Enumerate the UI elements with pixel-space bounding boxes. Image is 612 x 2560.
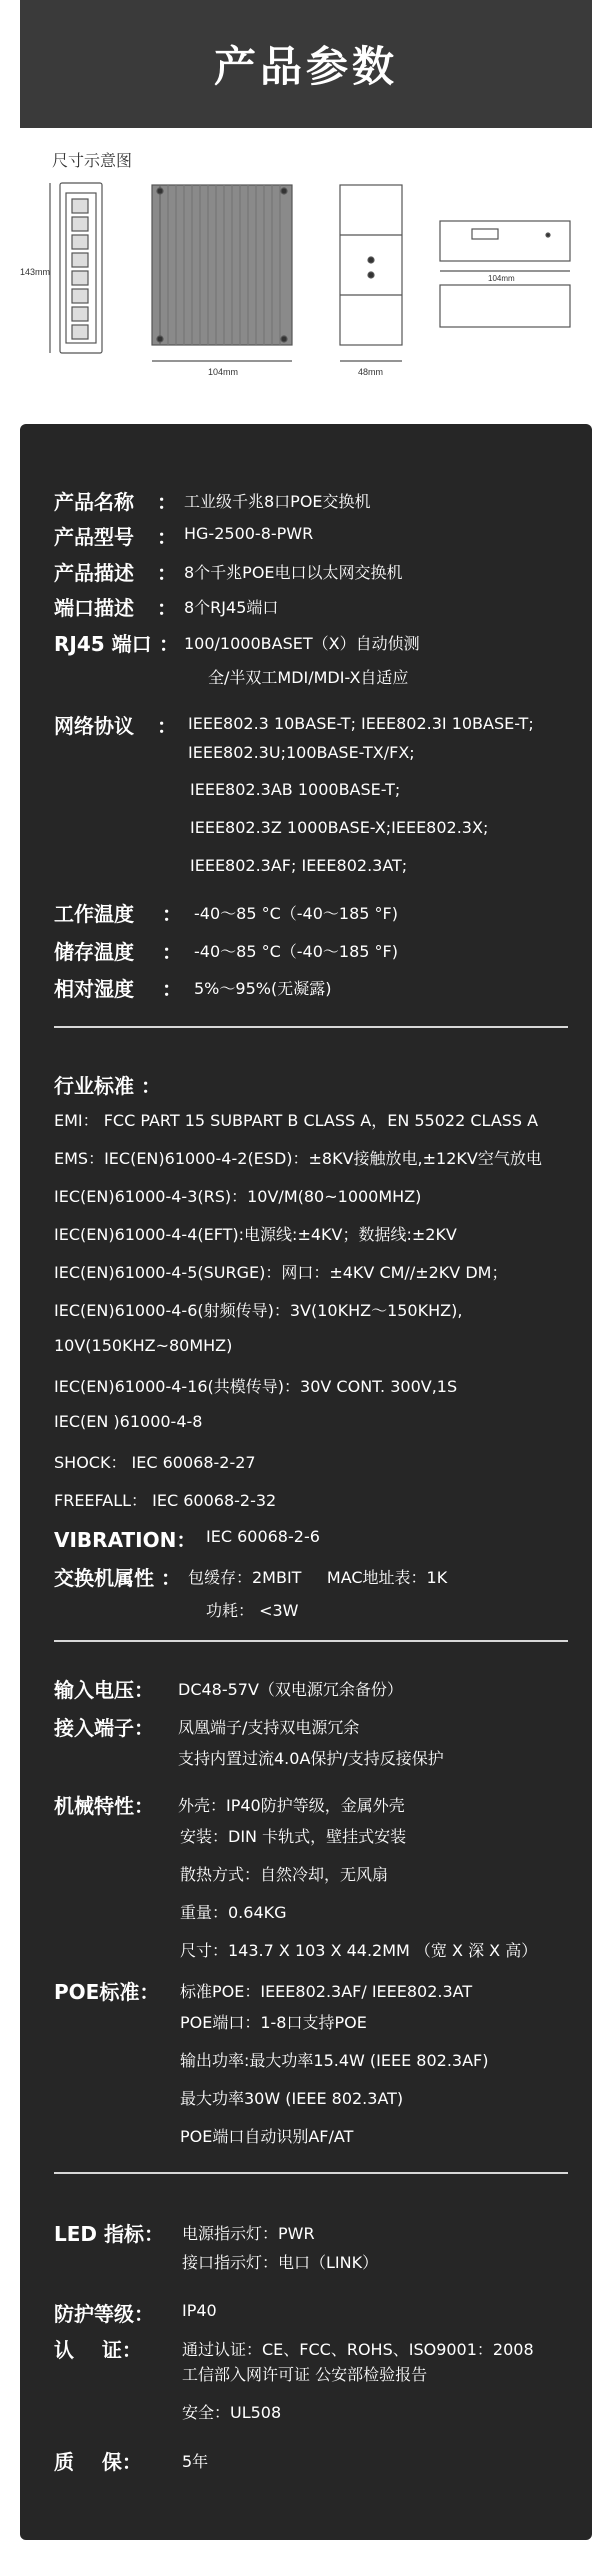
cert-line-3: 安全：UL508: [182, 2403, 282, 2422]
product-name-row: [54, 486, 371, 515]
dimension-diagrams: [20, 175, 580, 385]
mechanical-line-3: 散热方式：自然冷却，无风扇: [180, 1865, 389, 1884]
protocol-line-4: IEEE802.3Z 1000BASE-X;IEEE802.3X;: [190, 818, 489, 837]
protocol-label: 网络协议: [54, 714, 134, 738]
standard-line-rs: IEC(EN)61000-4-3(RS)：10V/M(80~1000MHZ): [54, 1187, 422, 1206]
rj45-label: RJ45 端口: [54, 632, 152, 656]
standard-line-cs-cont: 10V(150KHZ~80MHZ): [54, 1336, 233, 1355]
poe-label: POE标准：: [54, 1980, 160, 2004]
standard-line-eft: IEC(EN)61000-4-4(EFT):电源线:±4KV；数据线:±2KV: [54, 1225, 457, 1244]
depth-label: 48mm: [358, 367, 384, 377]
page-title: 产品参数: [213, 42, 398, 91]
section-divider: [54, 2172, 568, 2174]
product-model-label: 产品型号: [54, 525, 134, 549]
poe-line-1: 标准POE：IEEE802.3AF/ IEEE802.3AT: [180, 1982, 473, 2001]
depth-view-drawing: [340, 185, 402, 361]
side-view-drawing: [152, 185, 292, 361]
input-voltage-label: 输入电压：: [54, 1678, 154, 1702]
switch-attr-row: [54, 1562, 447, 1591]
terminal-label: 接入端子：: [54, 1716, 154, 1740]
product-name-label: 产品名称: [54, 490, 134, 514]
industry-standard-title: 行业标准 ：: [54, 1074, 161, 1098]
rj45-value-1: 100/1000BASET（X）自动侦测: [184, 634, 420, 653]
colon: ：: [157, 596, 177, 620]
product-desc-label: 产品描述: [54, 561, 134, 585]
port-desc-value: 8个RJ45端口: [184, 598, 279, 617]
switch-attr-label: 交换机属性: [54, 1566, 154, 1590]
switch-attr-value-2: 功耗： <3W: [206, 1601, 299, 1620]
device-drawings: [20, 175, 580, 385]
work-temp-row: [54, 898, 398, 927]
warranty-value: 5年: [182, 2452, 209, 2471]
standard-line-freefall: FREEFALL： IEC 60068-2-32: [54, 1491, 277, 1510]
humidity-row: [54, 973, 331, 1002]
top-width-label: 104mm: [488, 274, 515, 283]
header-banner: [20, 0, 592, 128]
poe-line-3: 输出功率:最大功率15.4W (IEEE 802.3AF): [180, 2051, 489, 2070]
cert-line-2: 工信部入网许可证 公安部检验报告: [182, 2365, 428, 2384]
protocol-line-5: IEEE802.3AF; IEEE802.3AT;: [190, 856, 408, 875]
protection-row: [54, 2298, 217, 2327]
product-desc-value: 8个千兆POE电口以太网交换机: [184, 563, 403, 582]
colon: ：: [162, 977, 182, 1001]
front-view-drawing: [50, 183, 102, 353]
product-desc-row: [54, 557, 403, 586]
poe-row: [54, 1976, 472, 2005]
mechanical-line-1: 外壳：IP40防护等级，金属外壳: [178, 1796, 405, 1815]
mechanical-row: [54, 1790, 405, 1819]
input-voltage-row: [54, 1674, 403, 1703]
poe-line-2: POE端口：1-8口支持POE: [180, 2013, 367, 2032]
led-row: [54, 2218, 315, 2247]
standard-line-emi: EMI： FCC PART 15 SUBPART B CLASS A，EN 55022 CLASS A: [54, 1111, 539, 1130]
storage-temp-label: 储存温度: [54, 940, 134, 964]
poe-line-4: 最大功率30W (IEEE 802.3AT): [180, 2089, 404, 2108]
product-name-value: 工业级千兆8口POE交换机: [184, 492, 371, 511]
protection-label: 防护等级：: [54, 2302, 154, 2326]
standard-line-ems: EMS：IEC(EN)61000-4-2(ESD)：±8KV接触放电,±12KV空气放电: [54, 1149, 542, 1168]
standard-line-surge: IEC(EN)61000-4-5(SURGE)：网口：±4KV CM//±2KV DM；: [54, 1263, 508, 1282]
colon: ：: [157, 525, 177, 549]
product-model-row: [54, 521, 313, 550]
standard-line-common-mode: IEC(EN)61000-4-16(共模传导)：30V CONT. 300V,1S: [54, 1377, 458, 1396]
protocol-line-2: IEEE802.3U;100BASE-TX/FX;: [188, 743, 415, 762]
cert-row: [54, 2334, 534, 2363]
mechanical-line-5: 尺寸：143.7 X 103 X 44.2MM （宽 X 深 X 高）: [180, 1941, 538, 1960]
colon: ：: [157, 561, 177, 585]
protection-value: IP40: [182, 2301, 217, 2320]
front-height-label: 143mm: [20, 267, 51, 277]
vibration-label: VIBRATION：: [54, 1528, 197, 1552]
storage-temp-row: [54, 936, 398, 965]
section-divider: [54, 1026, 568, 1028]
protocol-line-1: IEEE802.3 10BASE-T; IEEE802.3I 10BASE-T;: [188, 714, 534, 733]
led-label: LED 指标：: [54, 2222, 164, 2246]
led-value-2: 接口指示灯：电口（LINK）: [182, 2253, 379, 2272]
protocol-line-3: IEEE802.3AB 1000BASE-T;: [190, 780, 401, 799]
standard-line-cs: IEC(EN)61000-4-6(射频传导)：3V(10KHZ～150KHZ),: [54, 1301, 463, 1320]
mechanical-label: 机械特性：: [54, 1794, 154, 1818]
port-desc-row: [54, 592, 278, 621]
port-desc-label: 端口描述: [54, 596, 134, 620]
cert-label: 认 证：: [54, 2338, 142, 2362]
protocol-row: [54, 710, 184, 739]
vibration-row: [54, 1524, 320, 1553]
work-temp-label: 工作温度: [54, 902, 134, 926]
cert-line-1: 通过认证：CE、FCC、ROHS、ISO9001：2008: [182, 2340, 534, 2359]
side-width-label: 104mm: [208, 367, 239, 377]
work-temp-value: -40～85 °C（-40～185 °F): [194, 904, 398, 923]
colon: ：: [157, 490, 177, 514]
mechanical-line-2: 安装：DIN 卡轨式，壁挂式安装: [180, 1827, 407, 1846]
standard-line-pfmf: IEC(EN )61000-4-8: [54, 1412, 203, 1431]
product-model-value: HG-2500-8-PWR: [184, 524, 314, 543]
dimension-diagram-label: 尺寸示意图: [52, 151, 133, 170]
warranty-row: [54, 2446, 208, 2475]
poe-line-5: POE端口自动识别AF/AT: [180, 2127, 354, 2146]
rj45-value-2: 全/半双工MDI/MDI-X自适应: [208, 668, 409, 687]
humidity-label: 相对湿度: [54, 977, 134, 1001]
input-voltage-value: DC48-57V（双电源冗余备份）: [178, 1680, 403, 1699]
colon: ：: [159, 632, 179, 656]
warranty-label: 质 保：: [54, 2450, 142, 2474]
terminal-value-1: 凤凰端子/支持双电源冗余: [178, 1718, 360, 1737]
terminal-value-2: 支持内置过流4.0A保护/支持反接保护: [178, 1749, 444, 1768]
section-divider: [54, 1640, 568, 1642]
mechanical-line-4: 重量：0.64KG: [180, 1903, 287, 1922]
rj45-row: [54, 628, 420, 657]
colon: ：: [162, 902, 182, 926]
colon: ：: [157, 714, 177, 738]
humidity-value: 5%～95%(无凝露): [194, 979, 332, 998]
terminal-row: [54, 1712, 359, 1741]
colon: ：: [161, 1566, 181, 1590]
vibration-value: IEC 60068-2-6: [206, 1527, 320, 1546]
standard-line-shock: SHOCK： IEC 60068-2-27: [54, 1453, 256, 1472]
colon: ：: [162, 940, 182, 964]
led-value-1: 电源指示灯：PWR: [182, 2224, 315, 2243]
switch-attr-value-1: 包缓存：2MBIT MAC地址表：1K: [188, 1568, 448, 1587]
storage-temp-value: -40～85 °C（-40～185 °F): [194, 942, 398, 961]
